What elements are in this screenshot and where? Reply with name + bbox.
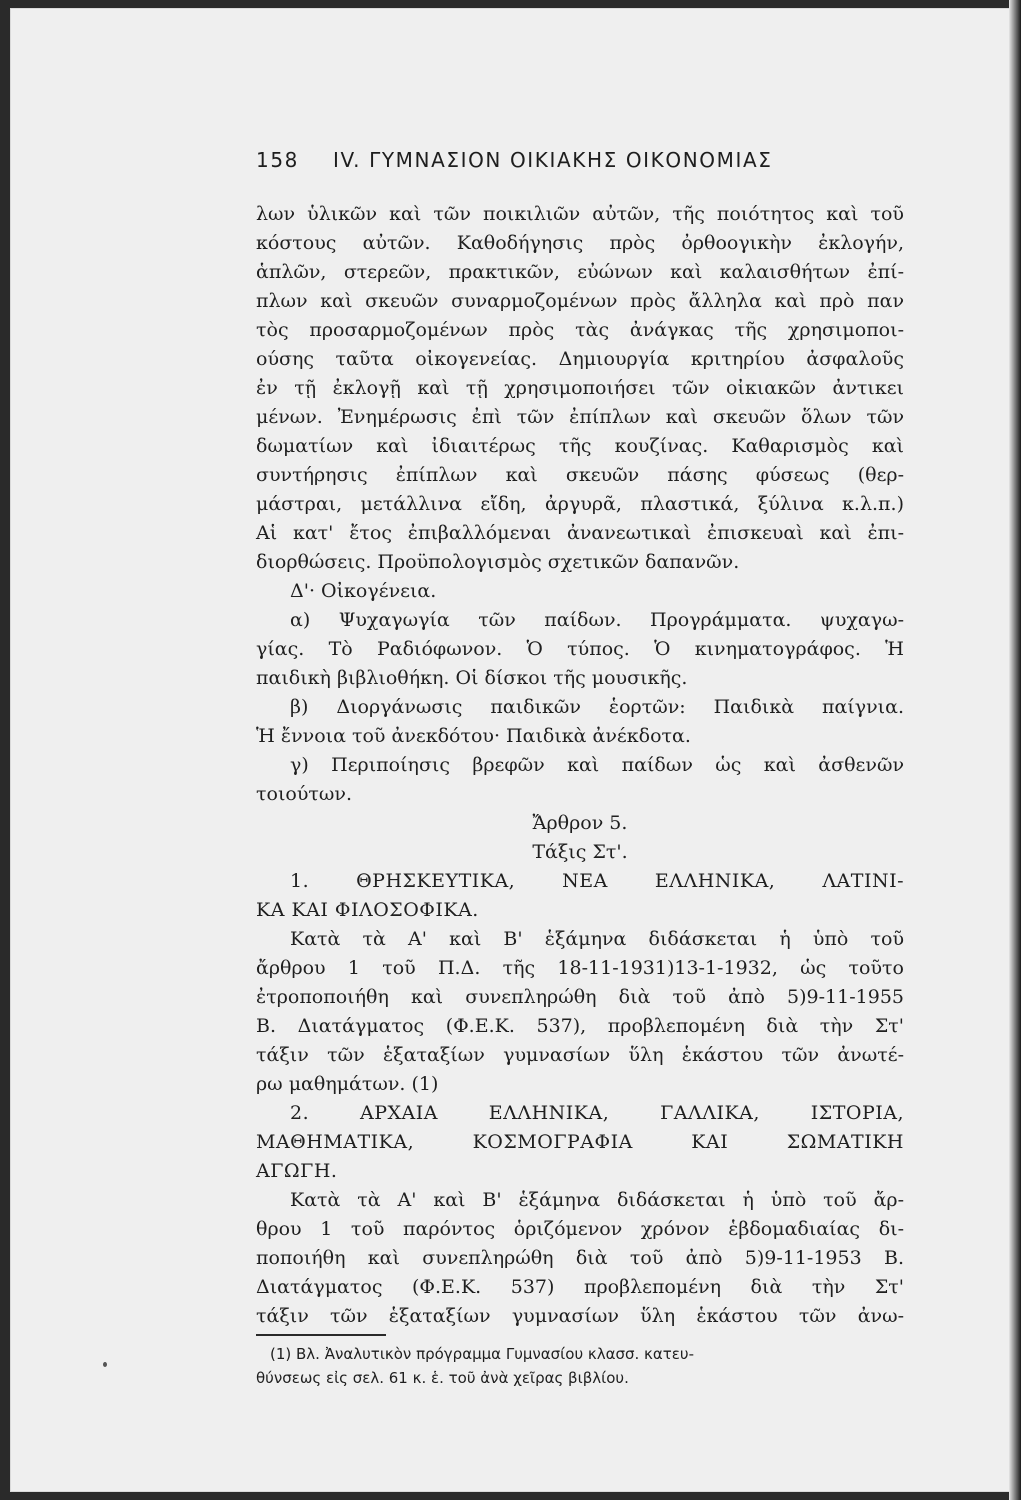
text-line: λων ὑλικῶν καὶ τῶν ποικιλιῶν αὐτῶν, τῆς ποιότητος καὶ τοῦ — [256, 203, 904, 225]
text-line: ούσης ταῦτα οἰκογενείας. Δημιουργία κριτηρίου ἀσφαλοῦς — [256, 348, 904, 370]
page-number: 158 — [256, 148, 299, 172]
footnote-line: θύνσεως εἰς σελ. 61 κ. ἑ. τοῦ ἀνὰ χεῖρας βιβλίου. — [256, 1369, 629, 1387]
subject-heading: ΚΑ ΚΑΙ ΦΙΛΟΣΟΦΙΚΑ. — [256, 899, 479, 921]
subject-heading: ΜΑΘΗΜΑΤΙΚΑ, ΚΟΣΜΟΓΡΑΦΙΑ ΚΑΙ ΣΩΜΑΤΙΚΗ — [256, 1131, 904, 1153]
text-line: παιδικὴ βιβλιοθήκη. Οἱ δίσκοι τῆς μουσικῆς. — [256, 667, 688, 689]
text-line: β) Διοργάνωσις παιδικῶν ἑορτῶν: Παιδικὰ παίγνια. — [290, 696, 904, 718]
running-title: IV. ΓΥΜΝΑΣΙΟΝ ΟΙΚΙΑΚΗΣ ΟΙΚΟΝΟΜΙΑΣ — [332, 148, 773, 172]
text-line: α) Ψυχαγωγία τῶν παίδων. Προγράμματα. ψυχαγω- — [290, 609, 904, 631]
text-line: Β. Διατάγματος (Φ.Ε.Κ. 537), προβλεπομένη διὰ τὴν Στ' — [256, 1015, 904, 1037]
text-line: διορθώσεις. Προϋπολογισμὸς σχετικῶν δαπανῶν. — [256, 551, 740, 573]
text-line: μάστραι, μετάλλινα εἴδη, ἀργυρᾶ, πλαστικά, ξύλινα κ.λ.π.) — [256, 493, 904, 515]
text-line: τάξιν τῶν ἑξαταξίων γυμνασίων ὕλη ἑκάστου τῶν ἀνω- — [256, 1305, 904, 1327]
subject-heading: ΑΓΩΓΗ. — [256, 1160, 338, 1182]
text-line: ποποιήθη καὶ συνεπληρώθη διὰ τοῦ ἀπὸ 5)9-11-1953 Β. — [256, 1247, 904, 1269]
text-line: ἐτροποποιήθη καὶ συνεπληρώθη διὰ τοῦ ἀπὸ 5)9-11-1955 — [256, 986, 904, 1008]
text-line: Κατὰ τὰ Α' καὶ Β' ἑξάμηνα διδάσκεται ἡ ὑπὸ τοῦ — [290, 928, 904, 950]
text-line: ἄρθρου 1 τοῦ Π.Δ. τῆς 18-11-1931)13-1-1932, ὡς τοῦτο — [256, 957, 904, 979]
text-line: δωματίων καὶ ἰδιαιτέρως τῆς κουζίνας. Καθαρισμὸς καὶ — [256, 435, 904, 457]
subject-heading: 2. ΑΡΧΑΙΑ ΕΛΛΗΝΙΚΑ, ΓΑΛΛΙΚΑ, ΙΣΤΟΡΙΑ, — [290, 1102, 904, 1124]
text-line: θρου 1 τοῦ παρόντος ὁριζόμενον χρόνον ἑβδομαδιαίας δι- — [256, 1218, 904, 1240]
text-line: ρω μαθημάτων. (1) — [256, 1073, 439, 1095]
footnote-rule — [256, 1334, 386, 1336]
text-line: τὸς προσαρμοζομένων πρὸς τὰς ἀνάγκας τῆς χρησιμοποι- — [256, 319, 904, 341]
text-line: πλων καὶ σκευῶν συναρμοζομένων πρὸς ἄλληλα καὶ πρὸ παν — [256, 290, 904, 312]
subject-heading: 1. ΘΡΗΣΚΕΥΤΙΚΑ, ΝΕΑ ΕΛΛΗΝΙΚΑ, ΛΑΤΙΝΙ- — [290, 870, 904, 892]
class-heading: Τάξις Στ'. — [532, 841, 628, 863]
text-line: συντήρησις ἐπίπλων καὶ σκευῶν πάσης φύσεως (θερ- — [256, 464, 904, 486]
text-line: τάξιν τῶν ἑξαταξίων γυμνασίων ὕλη ἑκάστου τῶν ἀνωτέ- — [256, 1044, 904, 1066]
text-line: τοιούτων. — [256, 783, 352, 805]
text-line: γίας. Τὸ Ραδιόφωνον. Ὁ τύπος. Ὁ κινηματογράφος. Ἡ — [256, 638, 904, 660]
running-header — [256, 148, 773, 172]
text-line: γ) Περιποίησις βρεφῶν καὶ παίδων ὡς καὶ ἀσθενῶν — [290, 754, 904, 776]
ink-speck — [103, 1362, 107, 1367]
text-line: κόστους αὐτῶν. Καθοδήγησις πρὸς ὀρθοογικὴν ἐκλογήν, — [256, 232, 904, 254]
text-line: Ἡ ἔννοια τοῦ ἀνεκδότου· Παιδικὰ ἀνέκδοτα. — [256, 725, 691, 747]
text-line: ἐν τῇ ἐκλογῇ καὶ τῇ χρησιμοποιήσει τῶν οἰκιακῶν ἀντικει — [256, 377, 904, 399]
text-line: Διατάγματος (Φ.Ε.Κ. 537) προβλεπομένη διὰ τὴν Στ' — [256, 1276, 904, 1298]
text-line: Κατὰ τὰ Α' καὶ Β' ἑξάμηνα διδάσκεται ἡ ὑπὸ τοῦ ἄρ- — [290, 1189, 904, 1211]
text-line: Αἱ κατ' ἔτος ἐπιβαλλόμεναι ἀνανεωτικαὶ ἐπισκευαὶ καὶ ἐπι- — [256, 522, 904, 544]
text-line: ἁπλῶν, στερεῶν, πρακτικῶν, εὐώνων καὶ καλαισθήτων ἐπί- — [256, 261, 904, 283]
text-line: μένων. Ἐνημέρωσις ἐπὶ τῶν ἐπίπλων καὶ σκευῶν ὅλων τῶν — [256, 406, 904, 428]
article-heading: Ἄρθρον 5. — [532, 812, 628, 834]
page-edge-shadow — [1009, 0, 1021, 1500]
section-heading: Δ'· Οἰκογένεια. — [290, 580, 437, 602]
footnote-line: (1) Βλ. Ἀναλυτικὸν πρόγραμμα Γυμνασίου κλασσ. κατευ- — [270, 1345, 694, 1363]
